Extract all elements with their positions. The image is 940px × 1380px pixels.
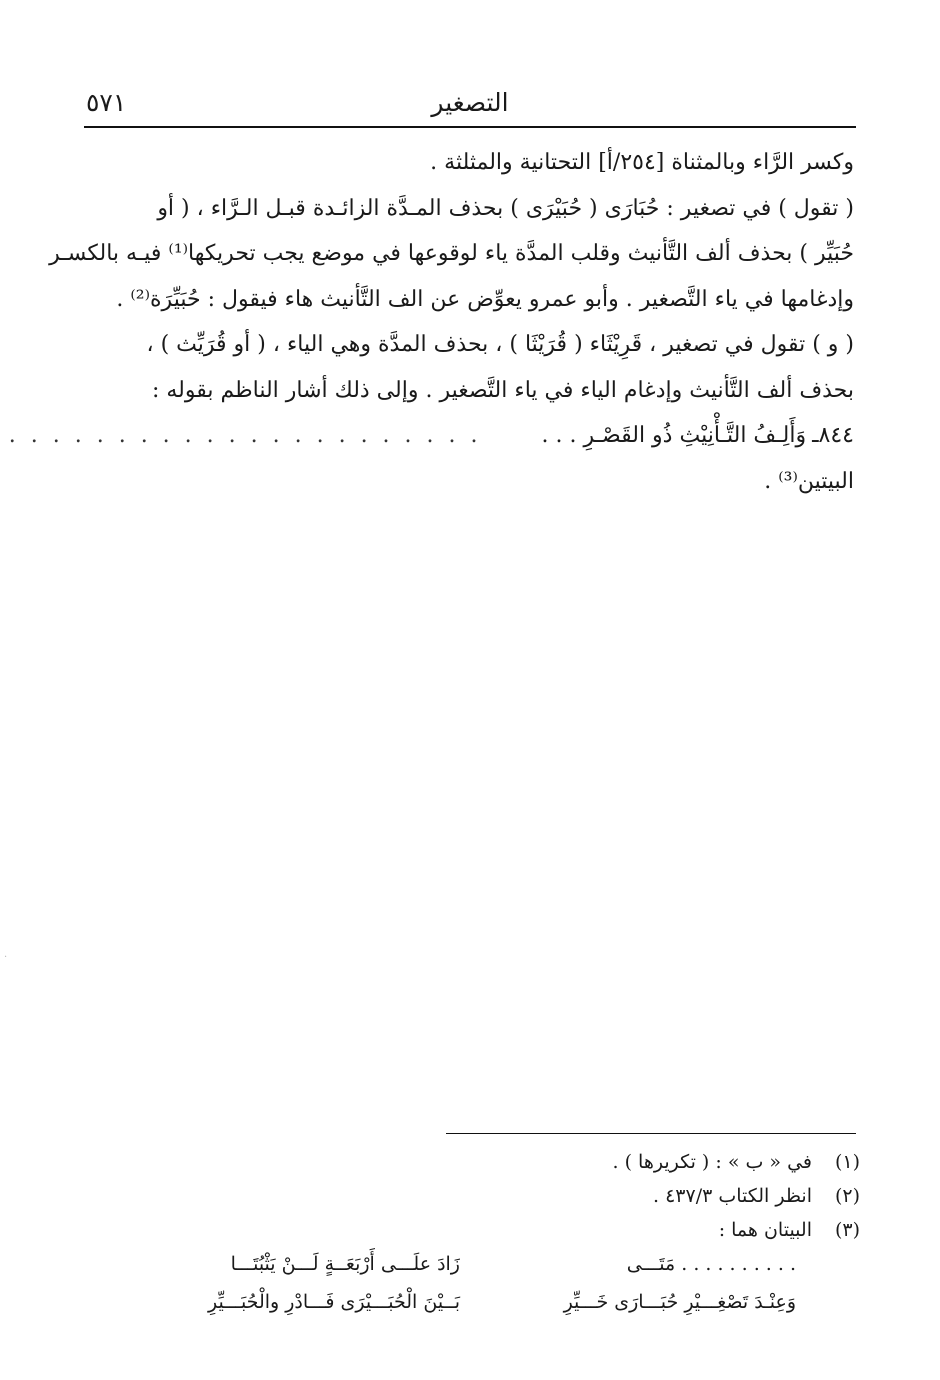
footnote-verse-right: وَعِنْـدَ تَصْغِـــيْرِ حُبَـــارَى خَـــيِّرِ [563, 1291, 796, 1313]
footnote-number: (١) [834, 1151, 860, 1173]
running-title: التصغير [431, 88, 509, 117]
footnote-2 [86, 1179, 860, 1213]
text-line-1: وكسر الرَّاء وبالمثناة [٢٥٤/أ] التحتانية والمثلثة . [430, 150, 854, 175]
footnote-verse-2 [86, 1285, 860, 1323]
text-line-2: ( تقول ) في تصغير : حُبَارَى ( حُبَيْرَى ) بحذف المـدَّة الزائـدة قبـل الـرَّاء ، ( أو [157, 195, 854, 221]
page-header [86, 84, 854, 124]
footnotes [86, 1145, 860, 1323]
verse-second-hemistich: . . . . . . . . . . . . . . . . . . . . . . [8, 423, 482, 448]
main-text [8, 140, 854, 504]
verse-first-hemistich: وَأَلِـفُ التَّـأْنِيْثِ ذُو القَصْـرِ . . . [541, 423, 807, 448]
footnote-verse-left: زَادَ علَـــى أَرْبَعَــةٍ لَـــنْ يَثْبُتَـــا [230, 1253, 460, 1275]
footnote-text: البيتان هما : [718, 1219, 812, 1241]
footnote-rule [446, 1133, 856, 1134]
closing-line: البيتين⁽³⁾ . [764, 468, 854, 494]
verse-number: ٨٤٤ـ [812, 423, 854, 448]
text-line-3: حُبَيِّر ) بحذف ألف التَّأنيث وقلب المدَّة ياء لوقوعها في موضع يجب تحريكها⁽¹⁾ فيـه بالكسـر [49, 241, 854, 266]
footnote-verse-left: بَــيْنَ الْحُبَـــيْرَى فَـــادْرِ والْحُبَـــيِّرِ [208, 1291, 460, 1313]
header-rule [84, 126, 856, 128]
text-line-6: بحذف ألف التَّأنيث وإدغام الياء في ياء التَّصغير . وإلى ذلك أشار الناظم بقوله : [151, 377, 854, 403]
footnote-text: انظر الكتاب ٤٣٧/٣ . [652, 1185, 812, 1207]
footnote-1 [86, 1145, 860, 1179]
footnote-number: (٣) [834, 1219, 860, 1241]
text-line-5: ( و ) تقول في تصغير ، قَرِيْثَاء ( قُرَيْثَا ) ، بحذف المدَّة وهي الياء ، ( أو قُرَيِّث ) ، [146, 332, 854, 357]
footnote-number: (٢) [834, 1185, 860, 1207]
footnote-verse-right: . . . . . . . . . . مَتَـــى [626, 1253, 796, 1275]
text-line-4: وإدغامها في ياء التَّصغير . وأبو عمرو يعوِّض عن الف التَّأنيث هاء فيقول : حُبَيِّرَة⁽²⁾ . [116, 286, 854, 312]
page-number: ٥٧١ [86, 88, 127, 117]
scan-speck: · [4, 952, 8, 963]
footnote-text: في « ب » : ( تكريرها ) . [612, 1151, 812, 1173]
verse-line [8, 413, 854, 459]
footnote-3 [86, 1213, 860, 1247]
footnote-verse-1 [86, 1247, 860, 1285]
